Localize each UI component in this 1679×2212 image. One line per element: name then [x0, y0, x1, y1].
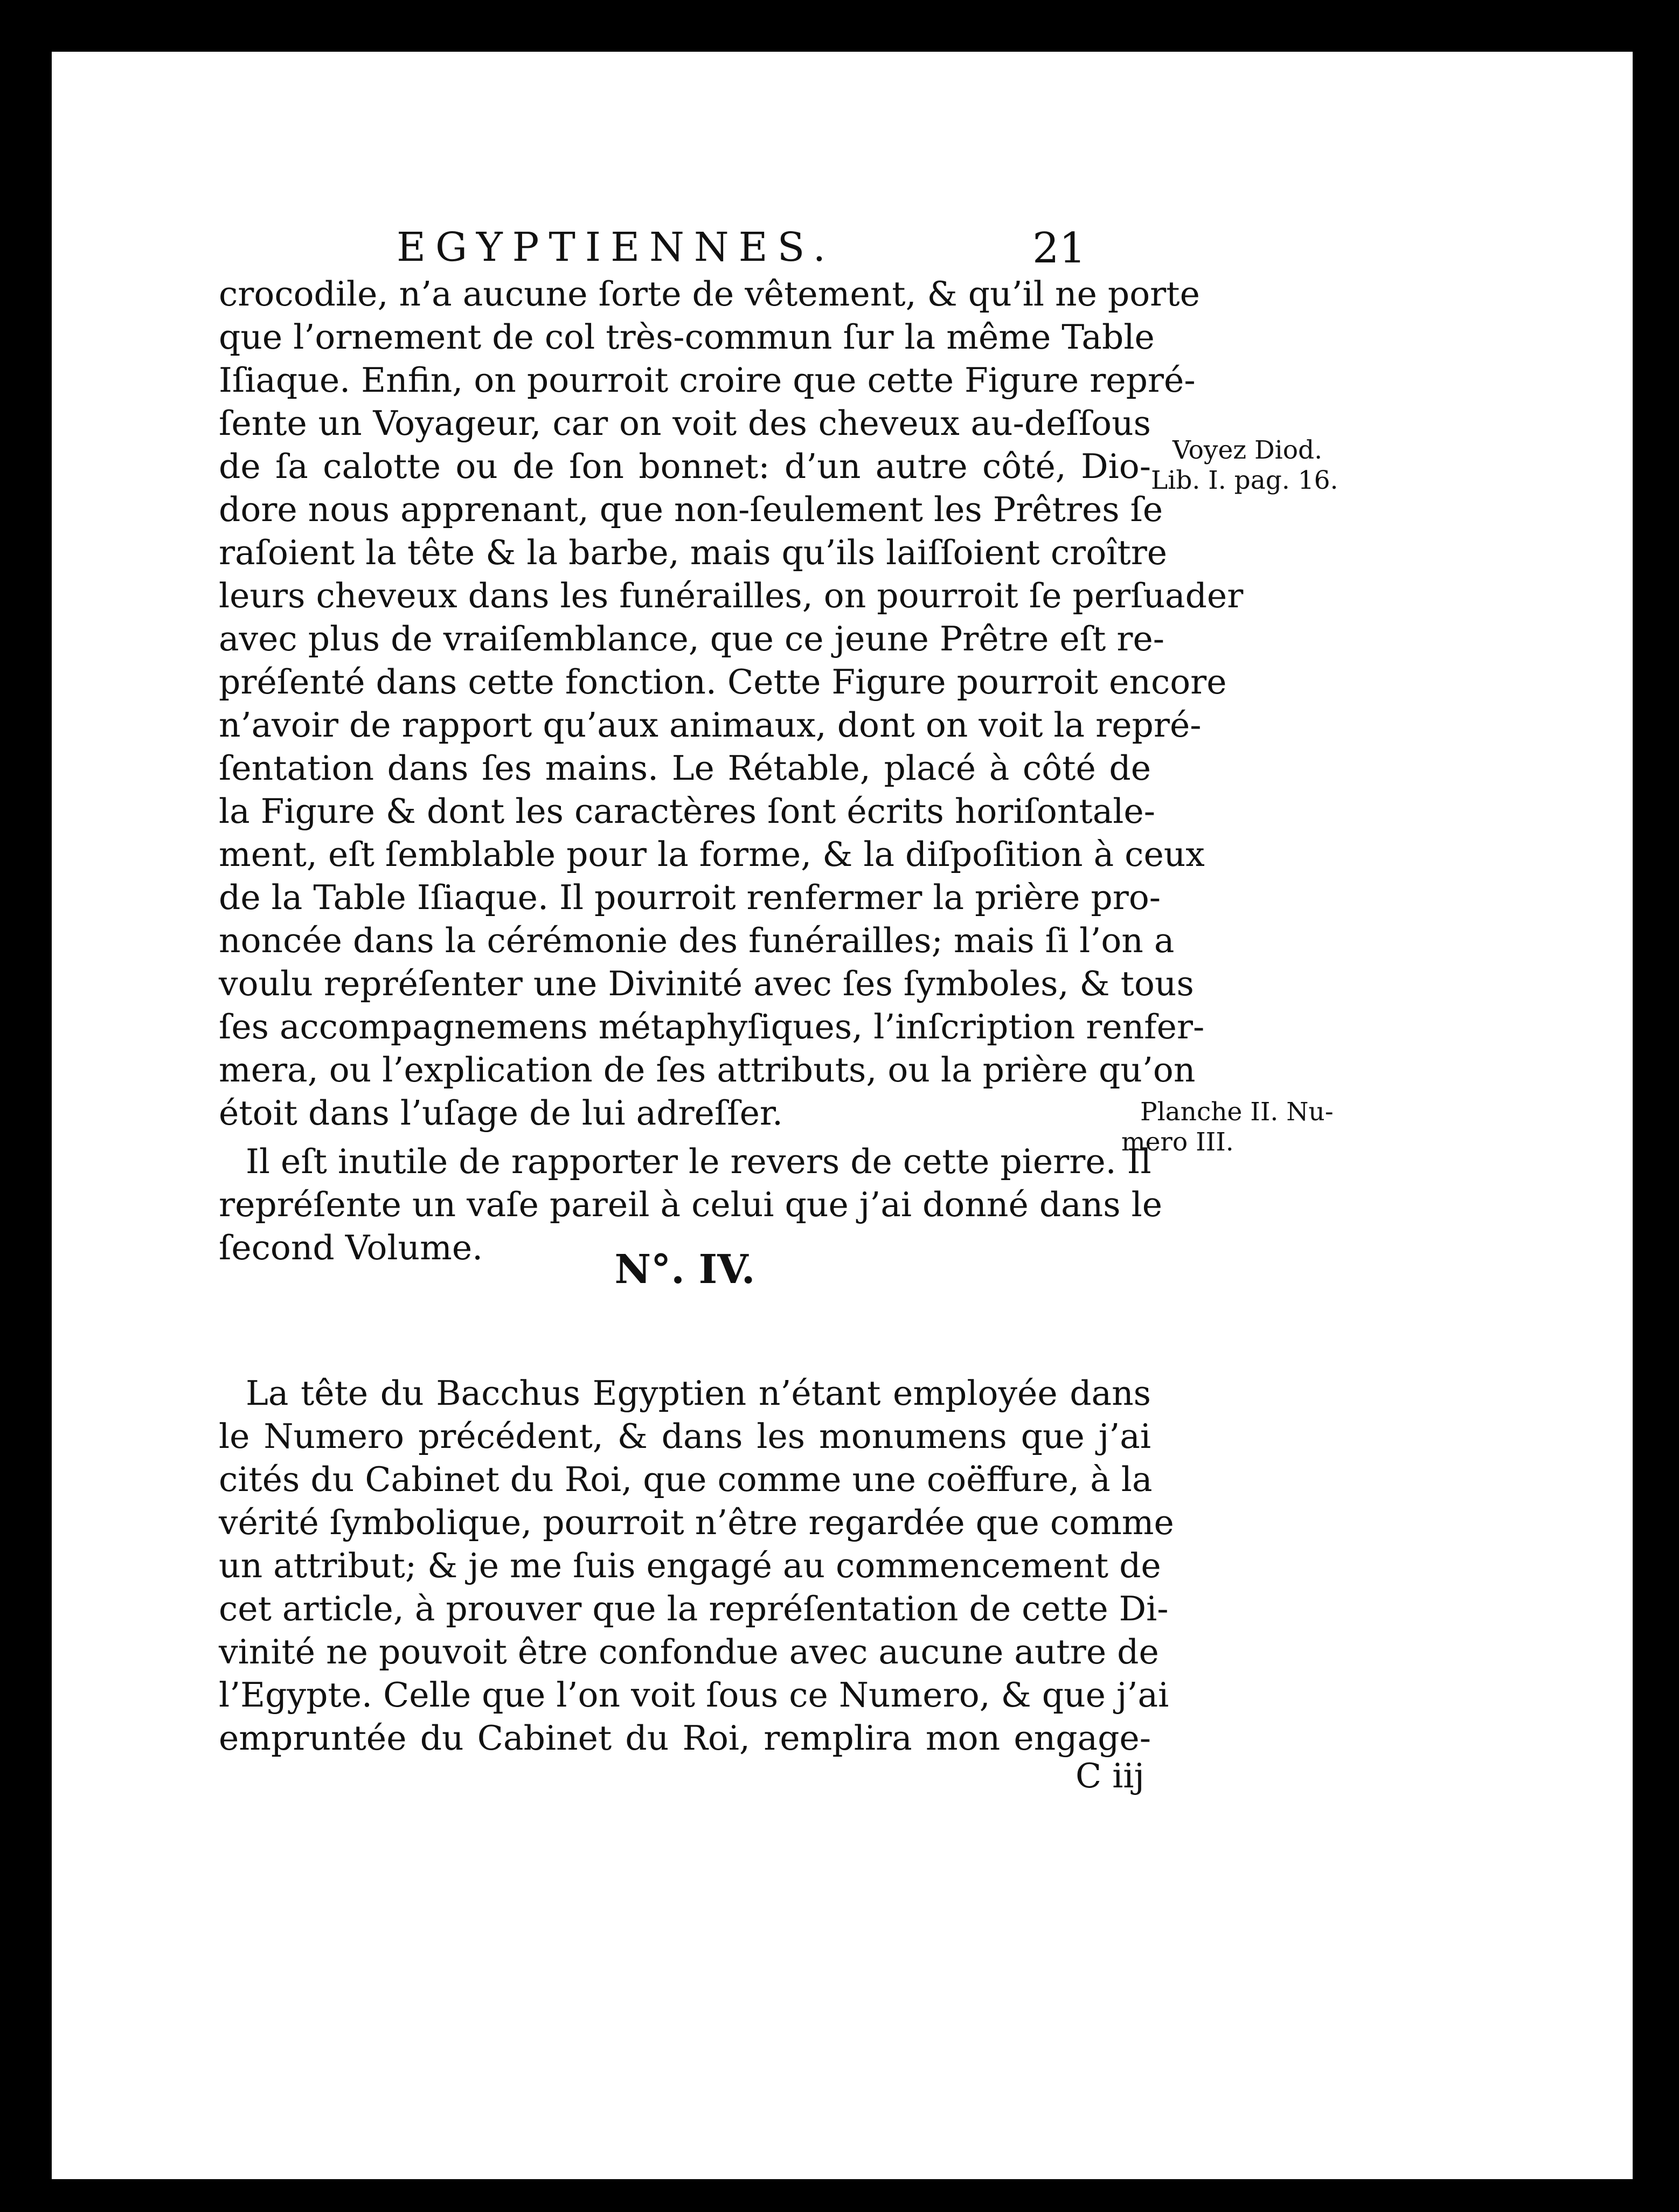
page-number: 21	[1032, 224, 1086, 273]
text-line: ſente un Voyageur, car on voit des cheveux au-deſſous	[219, 404, 1151, 443]
text-line: l’Egypte. Celle que l’on voit ſous ce Numero, & que j’ai	[219, 1675, 1169, 1715]
text-line: vérité ſymbolique, pourroit n’être regardée que comme	[219, 1503, 1174, 1542]
running-title: EGYPTIENNES.	[397, 224, 836, 271]
text-line: Iſiaque. Enfin, on pourroit croire que cette Figure repré-	[219, 360, 1196, 400]
section-heading: N°. IV.	[614, 1246, 755, 1293]
text-line: ſes accompagnemens métaphyſiques, l’inſcription renfer-	[219, 1007, 1205, 1046]
text-line: dore nous apprenant, que non-ſeulement les Prêtres ſe	[219, 490, 1163, 529]
text-line: la Figure & dont les caractères ſont écrits horiſontale-	[219, 792, 1156, 831]
margin-note-diodorus	[1151, 435, 1338, 496]
text-line: noncée dans la cérémonie des funérailles; mais ſi l’on a	[219, 921, 1175, 960]
text-line: raſoient la tête & la barbe, mais qu’ils laiſſoient croître	[219, 533, 1168, 572]
text-line: avec plus de vraiſemblance, que ce jeune Prêtre eſt re-	[219, 619, 1165, 658]
book-page	[52, 52, 1633, 2179]
margin-note-line: mero III.	[1121, 1127, 1234, 1157]
text-line: vinité ne pouvoit être confondue avec aucune autre de	[219, 1632, 1159, 1672]
text-line: de ſa calotte ou de ſon bonnet: d’un autre côté, Dio-	[219, 447, 1151, 486]
text-line: empruntée du Cabinet du Roi, remplira mon engage-	[219, 1718, 1151, 1758]
text-line: leurs cheveux dans les funérailles, on pourroit ſe perſuader	[219, 576, 1244, 615]
text-line: de la Table Iſiaque. Il pourroit renfermer la prière pro-	[219, 878, 1161, 917]
margin-note-planche	[1121, 1097, 1334, 1157]
text-line: le Numero précédent, & dans les monumens que j’ai	[219, 1417, 1151, 1456]
text-line: ment, eſt ſemblable pour la forme, & la diſpoſition à ceux	[219, 835, 1205, 874]
text-line: cet article, à prouver que la repréſentation de cette Di-	[219, 1589, 1169, 1628]
margin-note-line: Lib. I. pag. 16.	[1151, 466, 1338, 495]
text-line: La tête du Bacchus Egyptien n’étant employée dans	[246, 1374, 1151, 1413]
text-line: n’avoir de rapport qu’aux animaux, dont on voit la repré-	[219, 705, 1202, 745]
margin-note-line: Voyez Diod.	[1172, 435, 1323, 465]
signature-mark: C iij	[1076, 1756, 1145, 1795]
text-line: que l’ornement de col très-commun ſur la même Table	[219, 317, 1155, 357]
text-line: ſentation dans ſes mains. Le Rétable, placé à côté de	[219, 748, 1151, 788]
text-line: crocodile, n’a aucune ſorte de vêtement, & qu’il ne porte	[219, 274, 1200, 314]
text-line: étoit dans l’uſage de lui adreſſer.	[219, 1093, 783, 1133]
text-line: voulu repréſenter une Divinité avec ſes ſymboles, & tous	[219, 964, 1194, 1003]
text-line: repréſente un vaſe pareil à celui que j’ai donné dans le	[219, 1185, 1163, 1224]
text-line: cités du Cabinet du Roi, que comme une coëffure, à la	[219, 1460, 1153, 1499]
text-line: ſecond Volume.	[219, 1228, 483, 1267]
text-line: mera, ou l’explication de ſes attributs, ou la prière qu’on	[219, 1050, 1196, 1090]
text-line: un attribut; & je me ſuis engagé au commencement de	[219, 1546, 1161, 1585]
text-line: préſenté dans cette fonction. Cette Figure pourroit encore	[219, 662, 1227, 702]
text-line: Il eſt inutile de rapporter le revers de cette pierre. Il	[246, 1142, 1151, 1181]
margin-note-line: Planche II. Nu-	[1140, 1097, 1334, 1127]
